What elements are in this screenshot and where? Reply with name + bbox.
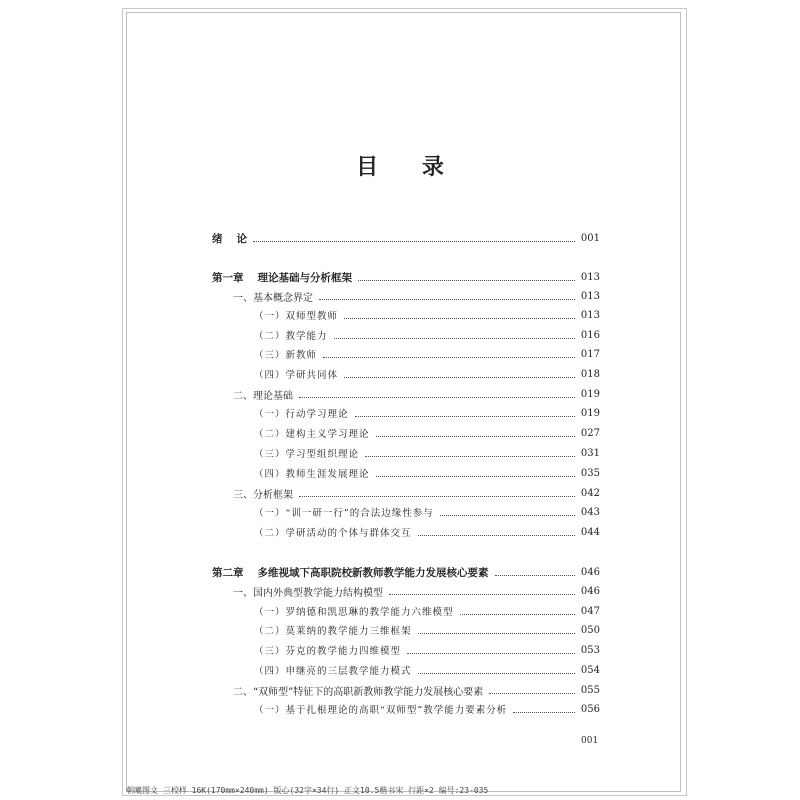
toc-entry-text: 论 — [236, 232, 247, 245]
toc-leader-dots — [299, 496, 575, 497]
toc-entry-label — [254, 702, 507, 716]
toc-leader-dots — [440, 515, 575, 516]
page-title: 目 录 — [356, 154, 462, 180]
toc-entry-sec[interactable] — [233, 484, 600, 502]
toc-entry-sub[interactable] — [254, 700, 600, 718]
toc-page-number: 042 — [580, 487, 600, 499]
toc-leader-dots — [418, 535, 575, 536]
toc-leader-dots — [513, 712, 575, 713]
toc-entry-label — [254, 643, 401, 657]
toc-entry-text: 一、基本概念界定 — [233, 292, 313, 304]
toc-entry-text: （一）罗纳德和凯思琳的教学能力六维模型 — [254, 607, 454, 618]
toc-leader-dots — [376, 436, 575, 437]
toc-entry-sec[interactable] — [233, 385, 600, 403]
toc-entry-text: （二）建构主义学习理论 — [254, 429, 370, 440]
toc-entry-sub[interactable] — [254, 326, 600, 344]
toc-page-number: 013 — [580, 290, 600, 302]
toc-entry-label — [254, 347, 317, 361]
toc-entry-label — [212, 565, 489, 580]
toc-entry-text: （一）双师型教师 — [254, 311, 339, 322]
toc-entry-sec[interactable] — [233, 681, 600, 699]
toc-entry-sub[interactable] — [254, 621, 600, 639]
toc-leader-dots — [299, 397, 575, 398]
toc-leader-dots — [323, 357, 575, 358]
toc-page-number: 054 — [580, 664, 600, 676]
toc-entry-label — [254, 466, 370, 480]
toc-page-number: 019 — [580, 388, 600, 400]
toc-entry-label — [233, 289, 313, 304]
toc-entry-label — [233, 387, 293, 402]
toc-entry-text: 理论基础与分析框架 — [257, 271, 352, 284]
toc-entry-sub[interactable] — [254, 641, 600, 659]
toc-entry-chapter[interactable] — [212, 229, 600, 247]
toc-page-number: 044 — [580, 526, 600, 538]
toc-entry-text: 一、国内外典型教学能力结构模型 — [233, 587, 383, 599]
toc-entry-label — [254, 426, 370, 440]
page-number: 001 — [581, 736, 599, 746]
toc-leader-dots — [489, 693, 575, 694]
toc-leader-dots — [344, 318, 575, 319]
toc-entry-chapter[interactable] — [212, 268, 600, 286]
toc-entry-sec[interactable] — [233, 582, 600, 600]
toc-leader-dots — [365, 456, 575, 457]
toc-leader-dots — [418, 633, 575, 634]
toc-chapter-number: 绪 — [212, 232, 223, 245]
toc-entry-sub[interactable] — [254, 345, 600, 363]
toc-entry-label — [254, 623, 412, 637]
toc-page-number: 001 — [580, 232, 600, 244]
toc-leader-dots — [460, 614, 575, 615]
toc-page-number: 046 — [580, 566, 600, 578]
toc-entry-text: （一）基于扎根理论的高职“双师型”教学能力要素分析 — [254, 705, 508, 716]
toc-entry-sub[interactable] — [254, 602, 600, 620]
toc-page-number: 013 — [580, 309, 600, 321]
toc-entry-text: 二、理论基础 — [233, 390, 293, 402]
toc-entry-label — [233, 683, 483, 698]
toc-page-number: 027 — [580, 427, 600, 439]
toc-entry-sub[interactable] — [254, 404, 600, 422]
toc-page-number: 016 — [580, 329, 600, 341]
toc-page-number: 047 — [580, 605, 600, 617]
toc-entry-label — [254, 328, 328, 342]
toc-chapter-number: 第二章 — [212, 566, 244, 579]
toc-entry-text: （四）教师生涯发展理论 — [254, 469, 370, 480]
toc-entry-sub[interactable] — [254, 503, 600, 521]
toc-page-number: 053 — [580, 644, 600, 656]
toc-entry-label — [254, 367, 338, 381]
toc-entry-text: （二）莫莱纳的教学能力三维框架 — [254, 626, 412, 637]
toc-leader-dots — [358, 280, 575, 281]
toc-leader-dots — [418, 673, 575, 674]
toc-entry-label — [254, 604, 454, 618]
toc-entry-sec[interactable] — [233, 287, 600, 305]
toc-page-number: 055 — [580, 684, 600, 696]
toc-page-number: 031 — [580, 447, 600, 459]
toc-leader-dots — [334, 338, 575, 339]
toc-entry-label — [233, 486, 293, 501]
toc-entry-text: 多维视域下高职院校新教师教学能力发展核心要素 — [257, 566, 489, 579]
toc-page-number: 017 — [580, 348, 600, 360]
toc-entry-label — [254, 406, 349, 420]
toc-leader-dots — [389, 594, 575, 595]
toc-page-number: 043 — [580, 506, 600, 518]
toc-entry-text: （一）“训一研一行”的合法边缘性参与 — [254, 508, 434, 519]
toc-entry-sub[interactable] — [254, 306, 600, 324]
toc-page-number: 013 — [580, 271, 600, 283]
toc-entry-sub[interactable] — [254, 444, 600, 462]
toc-entry-sub[interactable] — [254, 464, 600, 482]
toc-leader-dots — [355, 416, 575, 417]
toc-entry-label — [212, 270, 352, 285]
toc-leader-dots — [376, 476, 575, 477]
toc-leader-dots — [319, 299, 575, 300]
toc-entry-text: （四）申继亮的三层教学能力模式 — [254, 666, 412, 677]
toc-entry-sub[interactable] — [254, 424, 600, 442]
toc-entry-text: （二）教学能力 — [254, 331, 328, 342]
toc-entry-sub[interactable] — [254, 523, 600, 541]
toc-entry-text: （三）芬克的教学能力四维模型 — [254, 646, 402, 657]
print-footer: 朝曦图文 三校样 16K(170mm×240mm) 版心(32字×34行) 正文10.5楷书宋 行距×2 编号:23-035 — [126, 786, 489, 795]
toc-page-number: 018 — [580, 368, 600, 380]
toc-entry-text: （二）学研活动的个体与群体交互 — [254, 528, 412, 539]
toc-entry-text: 三、分析框架 — [233, 489, 293, 501]
toc-page-number: 056 — [580, 703, 600, 715]
toc-entry-sub[interactable] — [254, 661, 600, 679]
toc-entry-text: （三）新教师 — [254, 350, 318, 361]
toc-leader-dots — [253, 241, 575, 242]
toc-entry-label — [233, 584, 383, 599]
toc-entry-chapter[interactable] — [212, 563, 600, 581]
toc-entry-text: （四）学研共同体 — [254, 370, 339, 381]
toc-page-number: 046 — [580, 585, 600, 597]
toc-entry-label — [254, 308, 338, 322]
toc-entry-label — [254, 525, 412, 539]
toc-entry-text: （三）学习型组织理论 — [254, 449, 360, 460]
toc-page-number: 019 — [580, 407, 600, 419]
toc-entry-sub[interactable] — [254, 365, 600, 383]
toc-leader-dots — [407, 653, 575, 654]
toc-entry-text: （一）行动学习理论 — [254, 409, 349, 420]
toc-page-number: 035 — [580, 467, 600, 479]
toc-entry-text: 二、“双师型”特征下的高职新教师教学能力发展核心要素 — [233, 686, 484, 698]
toc-entry-label — [254, 663, 412, 677]
toc-leader-dots — [495, 575, 575, 576]
toc-page-number: 050 — [580, 624, 600, 636]
toc-chapter-number: 第一章 — [212, 271, 244, 284]
toc-entry-label — [254, 505, 434, 519]
toc-entry-label — [212, 231, 247, 246]
toc-leader-dots — [344, 377, 575, 378]
toc-entry-label — [254, 446, 359, 460]
